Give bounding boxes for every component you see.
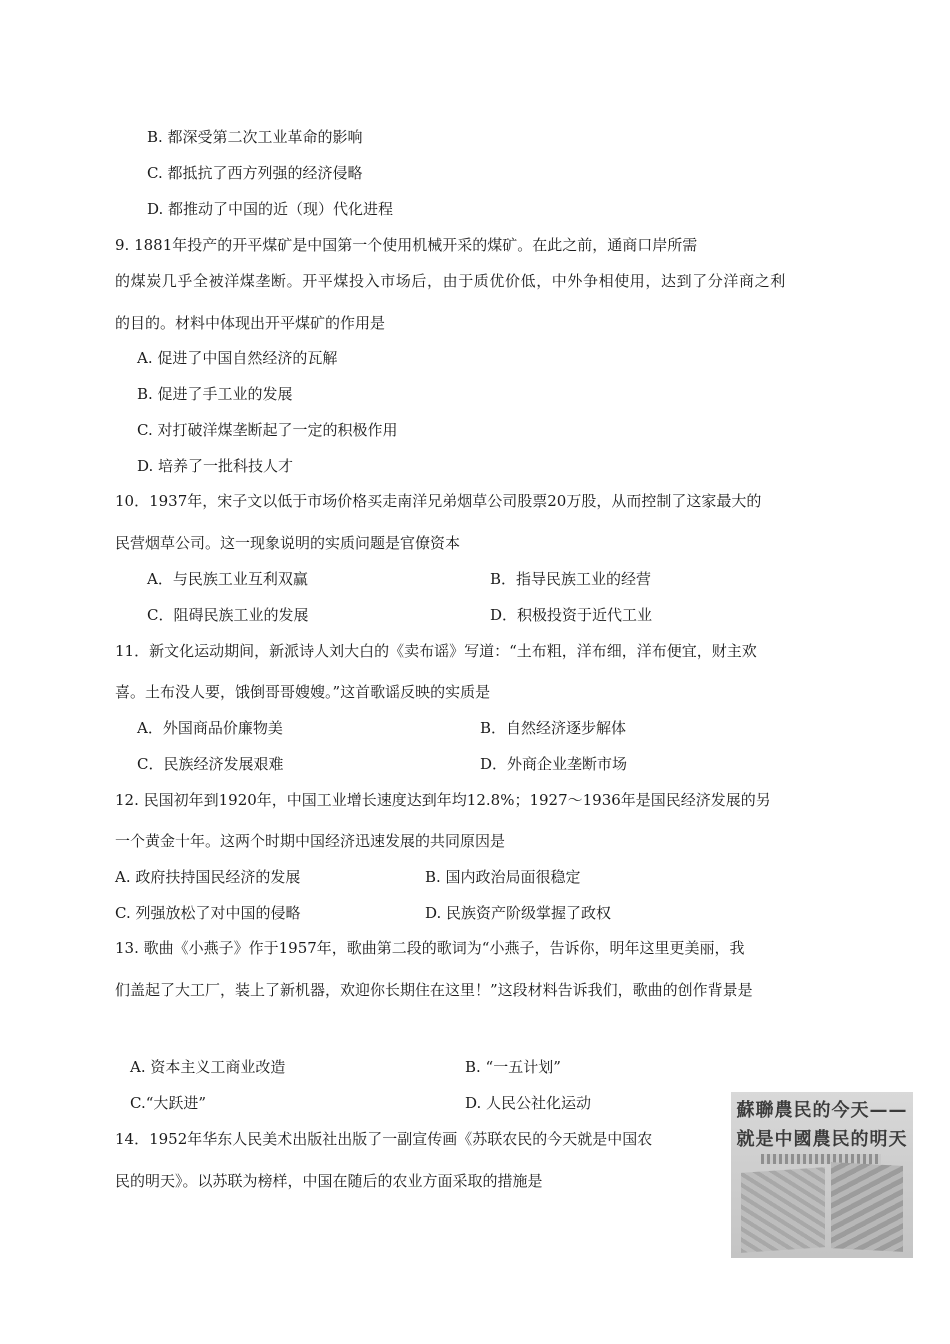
q14-stem-line-2: 民的明天》。以苏联为榜样，中国在随后的农业方面采取的措施是 — [115, 1172, 543, 1190]
q11-stem-line-1: 11．新文化运动期间，新派诗人刘大白的《卖布谣》写道：“土布粗，洋布细，洋布便宜，财主欢 — [115, 642, 757, 660]
poster-illustration-strip — [761, 1154, 881, 1164]
q13-option-c: C.“大跃进” — [130, 1094, 207, 1112]
q10-stem-line-1: 10．1937年，宋子文以低于市场价格买走南洋兄弟烟草公司股票20万股，从而控制了这家最大的 — [115, 492, 762, 510]
q11-option-b: B．自然经济逐步解体 — [480, 719, 627, 737]
q12-option-a: A. 政府扶持国民经济的发展 — [115, 868, 301, 886]
q9-stem-line-1: 9. 1881年投产的开平煤矿是中国第一个使用机械开采的煤矿。在此之前，通商口岸所需 — [115, 236, 698, 254]
q12-option-c: C. 列强放松了对中国的侵略 — [115, 904, 301, 922]
q9-stem-line-3: 的目的。材料中体现出开平煤矿的作用是 — [115, 314, 386, 332]
q11-option-c: C．民族经济发展艰难 — [137, 755, 284, 773]
q13-stem-line-1: 13. 歌曲《小燕子》作于1957年，歌曲第二段的歌词为“小燕子，告诉你，明年这里更美丽，我 — [115, 939, 745, 957]
q12-stem-line-2: 一个黄金十年。这两个时期中国经济迅速发展的共同原因是 — [115, 832, 506, 850]
q8-option-b: B. 都深受第二次工业革命的影响 — [147, 128, 363, 146]
q9-option-a: A. 促进了中国自然经济的瓦解 — [137, 349, 338, 367]
poster-title-line-2: 就是中國農民的明天 — [736, 1129, 908, 1150]
q10-option-d: D．积极投资于近代工业 — [490, 606, 653, 624]
q11-stem-line-2: 喜。土布没人要，饿倒哥哥嫂嫂。”这首歌谣反映的实质是 — [115, 683, 491, 701]
q12-stem-line-1: 12. 民国初年到1920年，中国工业增长速度达到年均12.8%；1927～1936年是国民经济发展的另 — [115, 791, 771, 809]
q14-stem-line-1: 14．1952年华东人民美术出版社出版了一副宣传画《苏联农民的今天就是中国农 — [115, 1130, 653, 1148]
q9-stem-line-2: 的煤炭几乎全被洋煤垄断。开平煤投入市场后，由于质优价低，中外争相使用，达到了分洋商之利 — [115, 272, 786, 290]
q8-option-d: D. 都推动了中国的近（现）代化进程 — [147, 200, 394, 218]
q10-stem-line-2: 民营烟草公司。这一现象说明的实质问题是官僚资本 — [115, 534, 461, 552]
q9-option-d: D. 培养了一批科技人才 — [137, 457, 294, 475]
q9-option-b: B. 促进了手工业的发展 — [137, 385, 293, 403]
q10-option-a: A．与民族工业互利双赢 — [147, 570, 308, 588]
q13-option-d: D. 人民公社化运动 — [465, 1094, 592, 1112]
q8-option-c: C. 都抵抗了西方列强的经济侵略 — [147, 164, 363, 182]
poster-title-line-1: 蘇聯農民的今天—— — [736, 1100, 908, 1121]
q13-option-b: B. “一五计划” — [465, 1058, 561, 1076]
q10-option-b: B．指导民族工业的经营 — [490, 570, 652, 588]
poster-illustration-left — [741, 1167, 825, 1253]
q13-option-a: A. 资本主义工商业改造 — [130, 1058, 286, 1076]
poster-illustration-right — [831, 1162, 903, 1252]
q13-stem-line-2: 们盖起了大工厂，装上了新机器，欢迎你长期住在这里！”这段材料告诉我们，歌曲的创作背景是 — [115, 981, 753, 999]
propaganda-poster-image — [731, 1092, 913, 1258]
q12-option-b: B. 国内政治局面很稳定 — [425, 868, 581, 886]
q11-option-d: D．外商企业垄断市场 — [480, 755, 628, 773]
q12-option-d: D. 民族资产阶级掌握了政权 — [425, 904, 612, 922]
q10-option-c: C．阻碍民族工业的发展 — [147, 606, 309, 624]
q9-option-c: C. 对打破洋煤垄断起了一定的积极作用 — [137, 421, 398, 439]
q11-option-a: A．外国商品价廉物美 — [137, 719, 283, 737]
